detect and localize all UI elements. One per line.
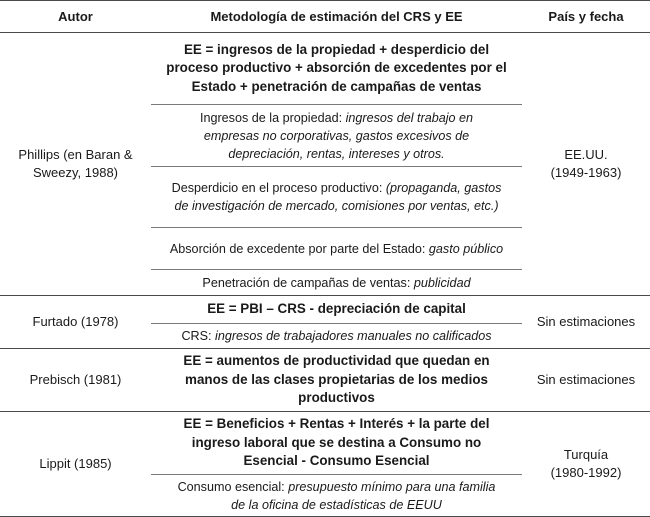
item-detail: ingresos del trabajo en empresas no corporativas, gastos excesivos de depreciación, rentas, intereses y otros. xyxy=(203,110,474,161)
item-label: Absorción de excedente por parte del Estado: xyxy=(169,241,429,256)
author-lippit: Lippit (1985) xyxy=(39,456,112,471)
item-desperdicio xyxy=(151,167,522,227)
author-prebisch: Prebisch (1981) xyxy=(29,372,122,387)
country-phillips xyxy=(522,33,650,295)
item-detail: gasto público xyxy=(428,241,504,256)
header-metodologia: Metodología de estimación del CRS y EE xyxy=(210,9,463,24)
item-label: CRS: xyxy=(181,329,216,343)
country-lippit xyxy=(522,412,650,516)
item-ingresos-propiedad xyxy=(151,105,522,166)
formula-lippit: EE = Beneficios + Rentas + Interés + la parte del ingreso laboral que se destina a Consumo no Esencial - Consumo Esencial xyxy=(183,416,490,469)
item-label: Desperdicio en el proceso productivo: xyxy=(171,181,386,195)
header-pais: País y fecha xyxy=(548,9,624,24)
author-phillips: Phillips (en Baran & Sweezy, 1988) xyxy=(18,147,133,180)
formula-furtado: EE = PBI – CRS - depreciación de capital xyxy=(207,301,466,317)
formula-phillips: EE = ingresos de la propiedad + desperdicio del proceso productivo + absorción de excedentes por el Estado + penetración de campañas de ventas xyxy=(166,41,507,94)
formula-prebisch: EE = aumentos de productividad que quedan en manos de las clases propietarias de los medios productivos xyxy=(183,353,490,406)
country-prebisch: Sin estimaciones xyxy=(536,372,636,387)
country-period: (1980-1992) xyxy=(550,465,622,480)
item-crs xyxy=(151,324,522,348)
country-period: (1949-1963) xyxy=(550,165,622,180)
item-penetracion xyxy=(151,270,522,295)
item-absorcion xyxy=(151,228,522,269)
author-furtado: Furtado (1978) xyxy=(32,314,119,329)
item-consumo-esencial xyxy=(151,475,522,516)
country-name: Turquía xyxy=(563,447,609,462)
item-detail: publicidad xyxy=(413,275,471,290)
item-label: Penetración de campañas de ventas: xyxy=(202,275,414,290)
item-detail: ingresos de trabajadores manuales no calificados xyxy=(215,329,492,343)
header-autor: Autor xyxy=(58,9,93,24)
item-detail: presupuesto mínimo para una familia de la oficina de estadísticas de EEUU xyxy=(231,479,496,512)
item-detail: (propaganda, gastos de investigación de mercado, comisiones por ventas, etc.) xyxy=(174,181,502,213)
country-furtado: Sin estimaciones xyxy=(536,314,636,329)
item-label: Consumo esencial: xyxy=(177,479,289,494)
item-label: Ingresos de la propiedad: xyxy=(199,110,346,125)
country-name: EE.UU. xyxy=(564,147,608,162)
